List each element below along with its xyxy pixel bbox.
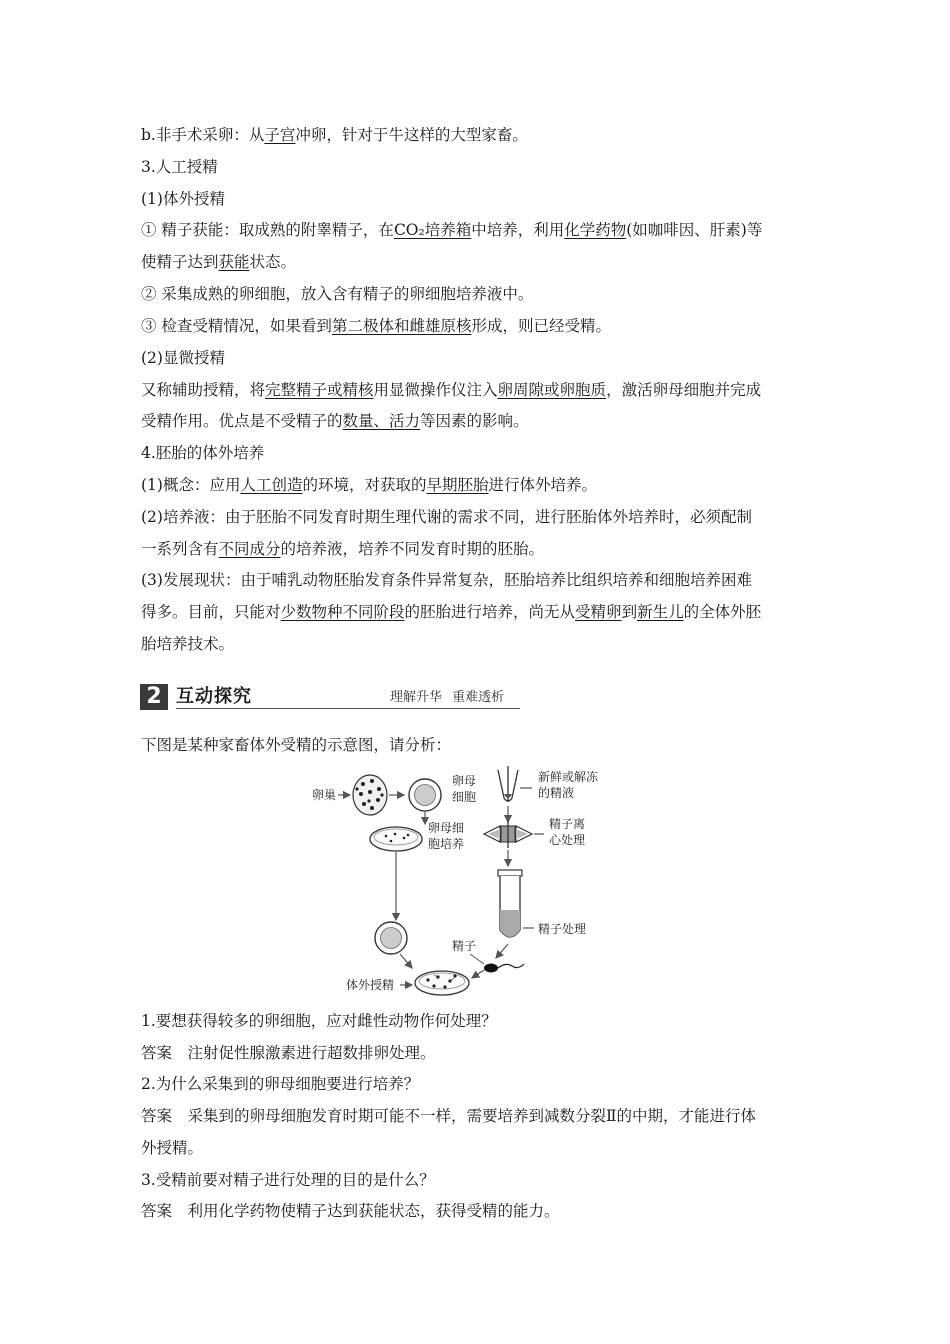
section-title: 互动探究 bbox=[176, 686, 252, 707]
underlined-term: 早期胚胎 bbox=[426, 476, 489, 494]
underlined-term: CO₂培养箱 bbox=[393, 221, 472, 239]
underlined-term: 化学药物 bbox=[564, 221, 627, 239]
label-ivf: 体外授精 bbox=[346, 978, 395, 992]
text-line bbox=[141, 1074, 419, 1094]
text-span: ① 精子获能：取成熟的附睾精子，在 bbox=[141, 221, 394, 239]
text-span: 冲卵，针对于牛这样的大型家畜。 bbox=[295, 126, 528, 144]
text-line bbox=[141, 570, 752, 590]
text-span: (1)概念：应用 bbox=[141, 476, 241, 494]
text-span: 的培养液，培养不同发育时期的胚胎。 bbox=[280, 540, 545, 558]
label-oocyte-1: 卵母 bbox=[452, 774, 477, 788]
section-subtitle: 理解升华 重难透析 bbox=[390, 690, 505, 705]
text-line bbox=[141, 380, 761, 400]
text-span: (2)显微授精 bbox=[141, 349, 225, 367]
text-line bbox=[141, 189, 225, 209]
underlined-term: 人工创造 bbox=[240, 476, 303, 494]
text-span: 3.受精前要对精子进行处理的目的是什么？ bbox=[141, 1171, 435, 1189]
text-line bbox=[141, 284, 533, 304]
ivf-dish bbox=[415, 971, 469, 995]
text-span: 使精子达到 bbox=[141, 253, 219, 271]
text-span: ② 采集成熟的卵细胞，放入含有精子的卵细胞培养液中。 bbox=[141, 285, 534, 303]
text-span: 2.为什么采集到的卵母细胞要进行培养？ bbox=[141, 1075, 420, 1093]
text-line bbox=[141, 1201, 560, 1221]
text-line bbox=[141, 411, 529, 431]
text-span: (1)体外授精 bbox=[141, 190, 225, 208]
text-span: b.非手术采卵：从 bbox=[141, 126, 265, 144]
label-ovary: 卵巢 bbox=[312, 788, 337, 802]
label-culture-2: 胞培养 bbox=[428, 837, 465, 851]
underlined-term: 卵周隙或卵胞质 bbox=[497, 381, 607, 399]
underlined-term: 少数物种不同阶段 bbox=[280, 603, 405, 621]
text-line bbox=[141, 125, 528, 145]
text-span: 到 bbox=[621, 603, 638, 621]
underlined-term: 第二极体和雌雄原核 bbox=[331, 317, 472, 335]
centrifuge-shape bbox=[484, 820, 532, 848]
sperm-head bbox=[484, 964, 498, 973]
underlined-term: 数量、活力 bbox=[342, 412, 421, 430]
label-culture-1: 卵母细 bbox=[428, 821, 465, 835]
text-span: ③ 检查受精情况，如果看到 bbox=[141, 317, 332, 335]
underlined-term: 子宫 bbox=[264, 126, 296, 144]
text-span: 的胚胎进行培养，尚无从 bbox=[404, 603, 576, 621]
label-semen-1: 新鲜或解冻 bbox=[538, 770, 599, 784]
text-span: (2)培养液：由于胚胎不同发育时期生理代谢的需求不同，进行胚胎体外培养时，必须配制 bbox=[141, 508, 752, 526]
text-line bbox=[141, 735, 451, 755]
text-line bbox=[141, 539, 544, 559]
text-span: 外授精。 bbox=[141, 1139, 204, 1157]
text-span: 答案 采集到的卵母细胞发育时期可能不一样，需要培养到减数分裂Ⅱ的中期，才能进行体 bbox=[141, 1107, 757, 1125]
text-line bbox=[141, 1106, 756, 1126]
section-header bbox=[140, 684, 520, 710]
text-span: 3.人工授精 bbox=[141, 158, 218, 176]
text-span: 又称辅助授精，将 bbox=[141, 381, 266, 399]
text-line bbox=[141, 1170, 435, 1190]
text-line bbox=[141, 507, 752, 527]
text-span: 受精作用。优点是不受精子的 bbox=[141, 412, 343, 430]
culture-dish bbox=[370, 827, 422, 851]
text-line bbox=[141, 157, 218, 177]
ivf-diagram bbox=[300, 762, 630, 998]
text-line bbox=[141, 634, 234, 654]
label-centrifuge-2: 心处理 bbox=[549, 833, 586, 847]
text-line bbox=[141, 602, 761, 622]
text-span: 答案 注射促性腺激素进行超数排卵处理。 bbox=[141, 1044, 436, 1062]
text-span: 等因素的影响。 bbox=[420, 412, 529, 430]
sperm-tail bbox=[498, 964, 524, 968]
text-line bbox=[141, 475, 597, 495]
label-sperm-treat: 精子处理 bbox=[538, 922, 587, 936]
text-line bbox=[141, 1138, 203, 1158]
text-span: 胎培养技术。 bbox=[141, 635, 235, 653]
text-span: 答案 利用化学药物使精子达到获能状态，获得受精的能力。 bbox=[141, 1202, 560, 1220]
text-span: 一系列含有 bbox=[141, 540, 219, 558]
text-line bbox=[141, 348, 225, 368]
section-rule bbox=[176, 708, 520, 709]
test-tube bbox=[498, 870, 522, 937]
text-span: (如咖啡因、肝素)等 bbox=[626, 221, 763, 239]
underlined-term: 完整精子或精核 bbox=[265, 381, 374, 399]
text-span: 的环境，对获取的 bbox=[302, 476, 427, 494]
text-span: 下图是某种家畜体外受精的示意图，请分析： bbox=[141, 736, 452, 754]
text-span: 状态。 bbox=[249, 253, 297, 271]
text-span: 中培养，利用 bbox=[471, 221, 565, 239]
text-span: 的全体外胚 bbox=[683, 603, 762, 621]
underlined-term: 不同成分 bbox=[218, 540, 281, 558]
label-semen-2: 的精液 bbox=[538, 786, 575, 800]
text-span: 进行体外培养。 bbox=[488, 476, 598, 494]
label-centrifuge-1: 精子离 bbox=[549, 817, 586, 831]
text-span: 用显微操作仪注入 bbox=[373, 381, 498, 399]
underlined-term: 受精卵 bbox=[575, 603, 622, 621]
text-line bbox=[141, 220, 762, 240]
text-span: 形成，则已经受精。 bbox=[471, 317, 611, 335]
text-line bbox=[141, 316, 611, 336]
text-line bbox=[141, 1011, 497, 1031]
underlined-term: 新生儿 bbox=[637, 603, 684, 621]
label-oocyte-2: 细胞 bbox=[452, 790, 477, 804]
text-line bbox=[141, 1043, 436, 1063]
underlined-term: 获能 bbox=[218, 253, 250, 271]
text-span: 得多。目前，只能对 bbox=[141, 603, 281, 621]
text-span: 4.胚胎的体外培养 bbox=[141, 444, 265, 462]
text-span: ，激活卵母细胞并完成 bbox=[606, 381, 762, 399]
label-sperm: 精子 bbox=[452, 939, 477, 953]
text-span: 1.要想获得较多的卵细胞，应对雌性动物作何处理？ bbox=[141, 1012, 497, 1030]
text-line bbox=[141, 252, 296, 272]
text-line bbox=[141, 443, 264, 463]
text-span: (3)发展现状：由于哺乳动物胚胎发育条件异常复杂，胚胎培养比组织培养和细胞培养困难 bbox=[141, 571, 752, 589]
section-number: 2 bbox=[140, 684, 168, 710]
